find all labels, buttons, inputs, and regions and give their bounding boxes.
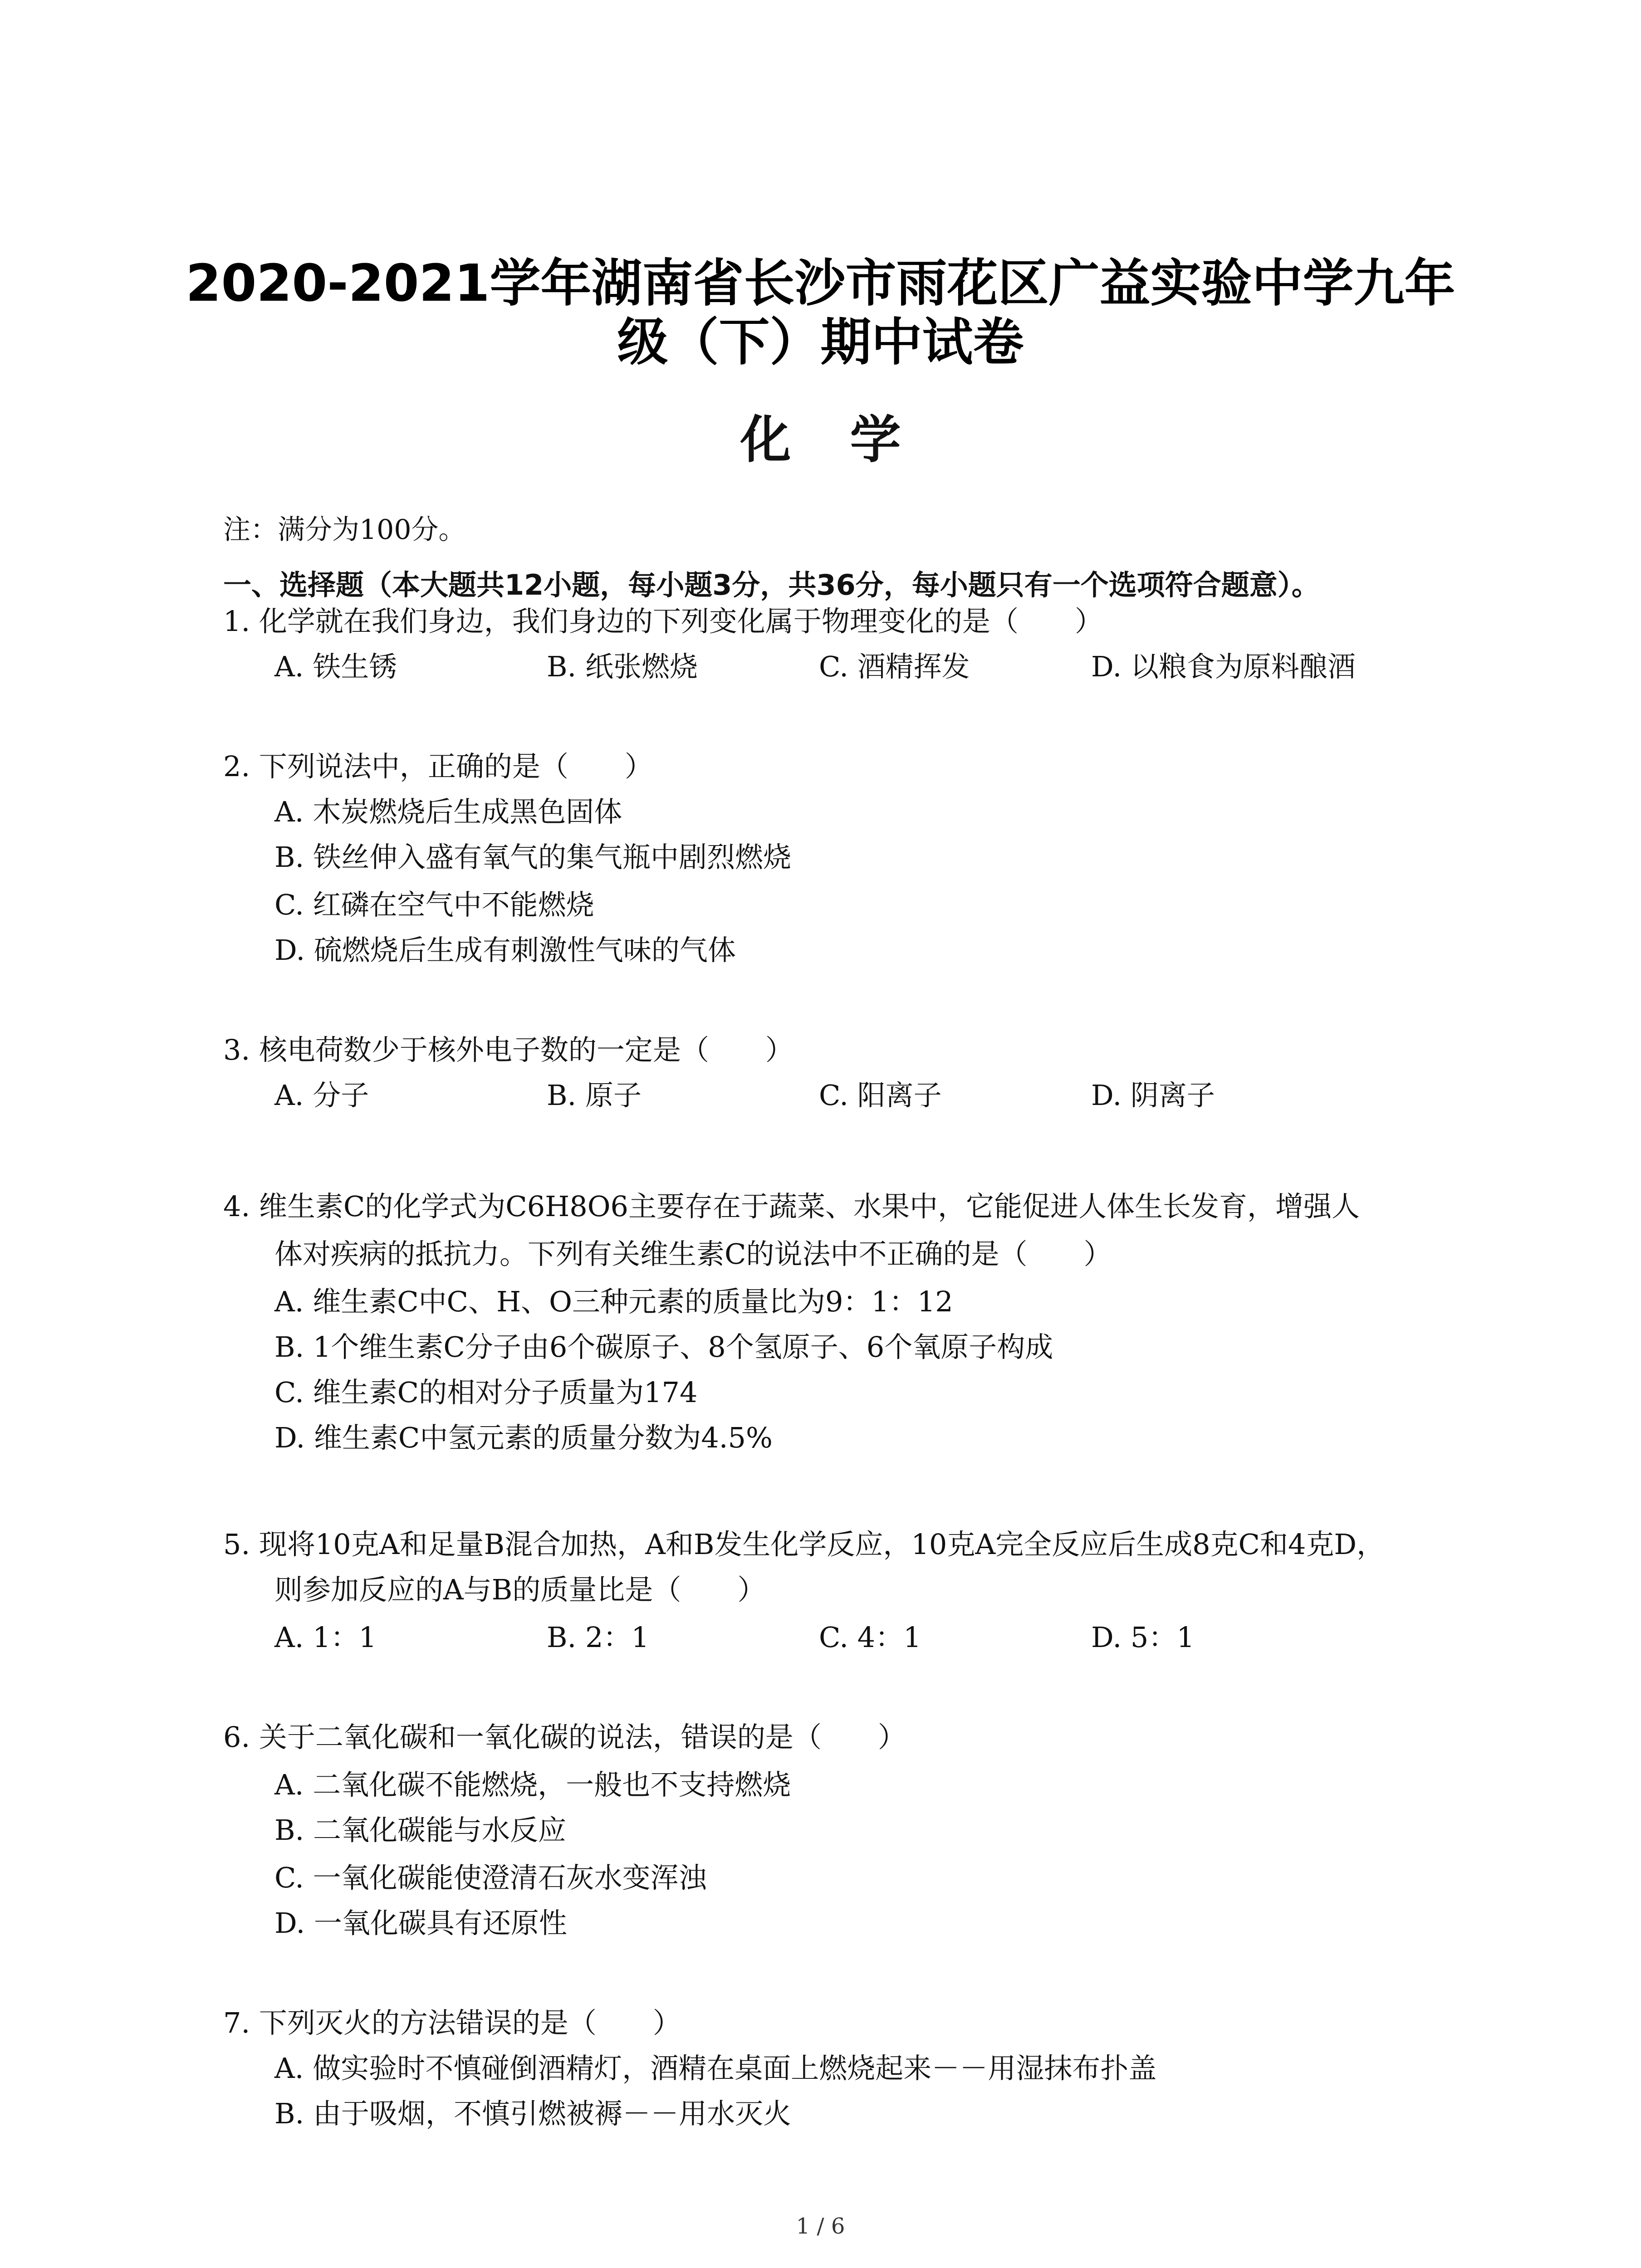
question-2: 2. 下列说法中，正确的是（ ） <box>223 750 653 783</box>
q5-option-a: A. 1：1 <box>274 1621 377 1654</box>
q3-option-c: C. 阳离子 <box>819 1079 942 1112</box>
q1-option-d: D. 以粮食为原料酿酒 <box>1091 650 1356 683</box>
exam-title-line1: 2020-2021学年湖南省长沙市雨花区广益实验中学九年 <box>186 254 1455 313</box>
q2-option-d: D. 硫燃烧后生成有刺激性气味的气体 <box>274 934 736 967</box>
q2-option-c: C. 红磷在空气中不能燃烧 <box>274 888 594 921</box>
q7-option-a: A. 做实验时不慎碰倒酒精灯，酒精在桌面上燃烧起来－－用湿抹布扑盖 <box>274 2052 1157 2085</box>
question-1: 1. 化学就在我们身边，我们身边的下列变化属于物理变化的是（ ） <box>223 605 1103 638</box>
q4-option-b: B. 1个维生素C分子由6个碳原子、8个氢原子、6个氧原子构成 <box>274 1330 1053 1364</box>
q5-option-d: D. 5：1 <box>1091 1621 1195 1654</box>
q6-option-b: B. 二氧化碳能与水反应 <box>274 1813 566 1847</box>
question-5: 5. 现将10克A和足量B混合加热，A和B发生化学反应，10克A完全反应后生成8克C和4克D， <box>223 1528 1385 1561</box>
q3-option-a: A. 分子 <box>274 1079 369 1112</box>
q6-option-d: D. 一氧化碳具有还原性 <box>274 1906 567 1940</box>
q4-option-a: A. 维生素C中C、H、O三种元素的质量比为9：1：12 <box>274 1285 953 1318</box>
q1-option-c: C. 酒精挥发 <box>819 650 970 683</box>
q3-option-b: B. 原子 <box>547 1079 642 1112</box>
score-note: 注：满分为100分。 <box>223 514 466 546</box>
q1-option-a: A. 铁生锈 <box>274 650 397 683</box>
q6-option-a: A. 二氧化碳不能燃烧，一般也不支持燃烧 <box>274 1768 791 1801</box>
q4-option-d: D. 维生素C中氢元素的质量分数为4.5% <box>274 1421 773 1454</box>
q2-option-b: B. 铁丝伸入盛有氧气的集气瓶中剧烈燃烧 <box>274 841 791 874</box>
q4-option-c: C. 维生素C的相对分子质量为174 <box>274 1376 698 1409</box>
page-number: 1 / 6 <box>796 2214 845 2239</box>
question-5-continued: 则参加反应的A与B的质量比是（ ） <box>274 1573 766 1606</box>
q2-option-a: A. 木炭燃烧后生成黑色固体 <box>274 795 622 828</box>
q5-option-c: C. 4：1 <box>819 1621 921 1654</box>
q6-option-c: C. 一氧化碳能使澄清石灰水变浑浊 <box>274 1861 707 1894</box>
section-heading: 一、选择题（本大题共12小题，每小题3分，共36分，每小题只有一个选项符合题意）。 <box>223 568 1320 601</box>
question-4-continued: 体对疾病的抵抗力。下列有关维生素C的说法中不正确的是（ ） <box>274 1237 1112 1271</box>
question-4: 4. 维生素C的化学式为C6H8O6主要存在于蔬菜、水果中，它能促进人体生长发育，增强人 <box>223 1190 1360 1223</box>
q1-option-b: B. 纸张燃烧 <box>547 650 698 683</box>
q3-option-d: D. 阴离子 <box>1091 1079 1215 1112</box>
q5-option-b: B. 2：1 <box>547 1621 649 1654</box>
q7-option-b: B. 由于吸烟，不慎引燃被褥－－用水灭火 <box>274 2097 791 2130</box>
question-3: 3. 核电荷数少于核外电子数的一定是（ ） <box>223 1033 794 1066</box>
question-6: 6. 关于二氧化碳和一氧化碳的说法，错误的是（ ） <box>223 1721 906 1754</box>
subject-heading: 化学 <box>740 411 960 469</box>
question-7: 7. 下列灭火的方法错误的是（ ） <box>223 2006 681 2039</box>
exam-title-line2: 级（下）期中试卷 <box>617 313 1024 372</box>
